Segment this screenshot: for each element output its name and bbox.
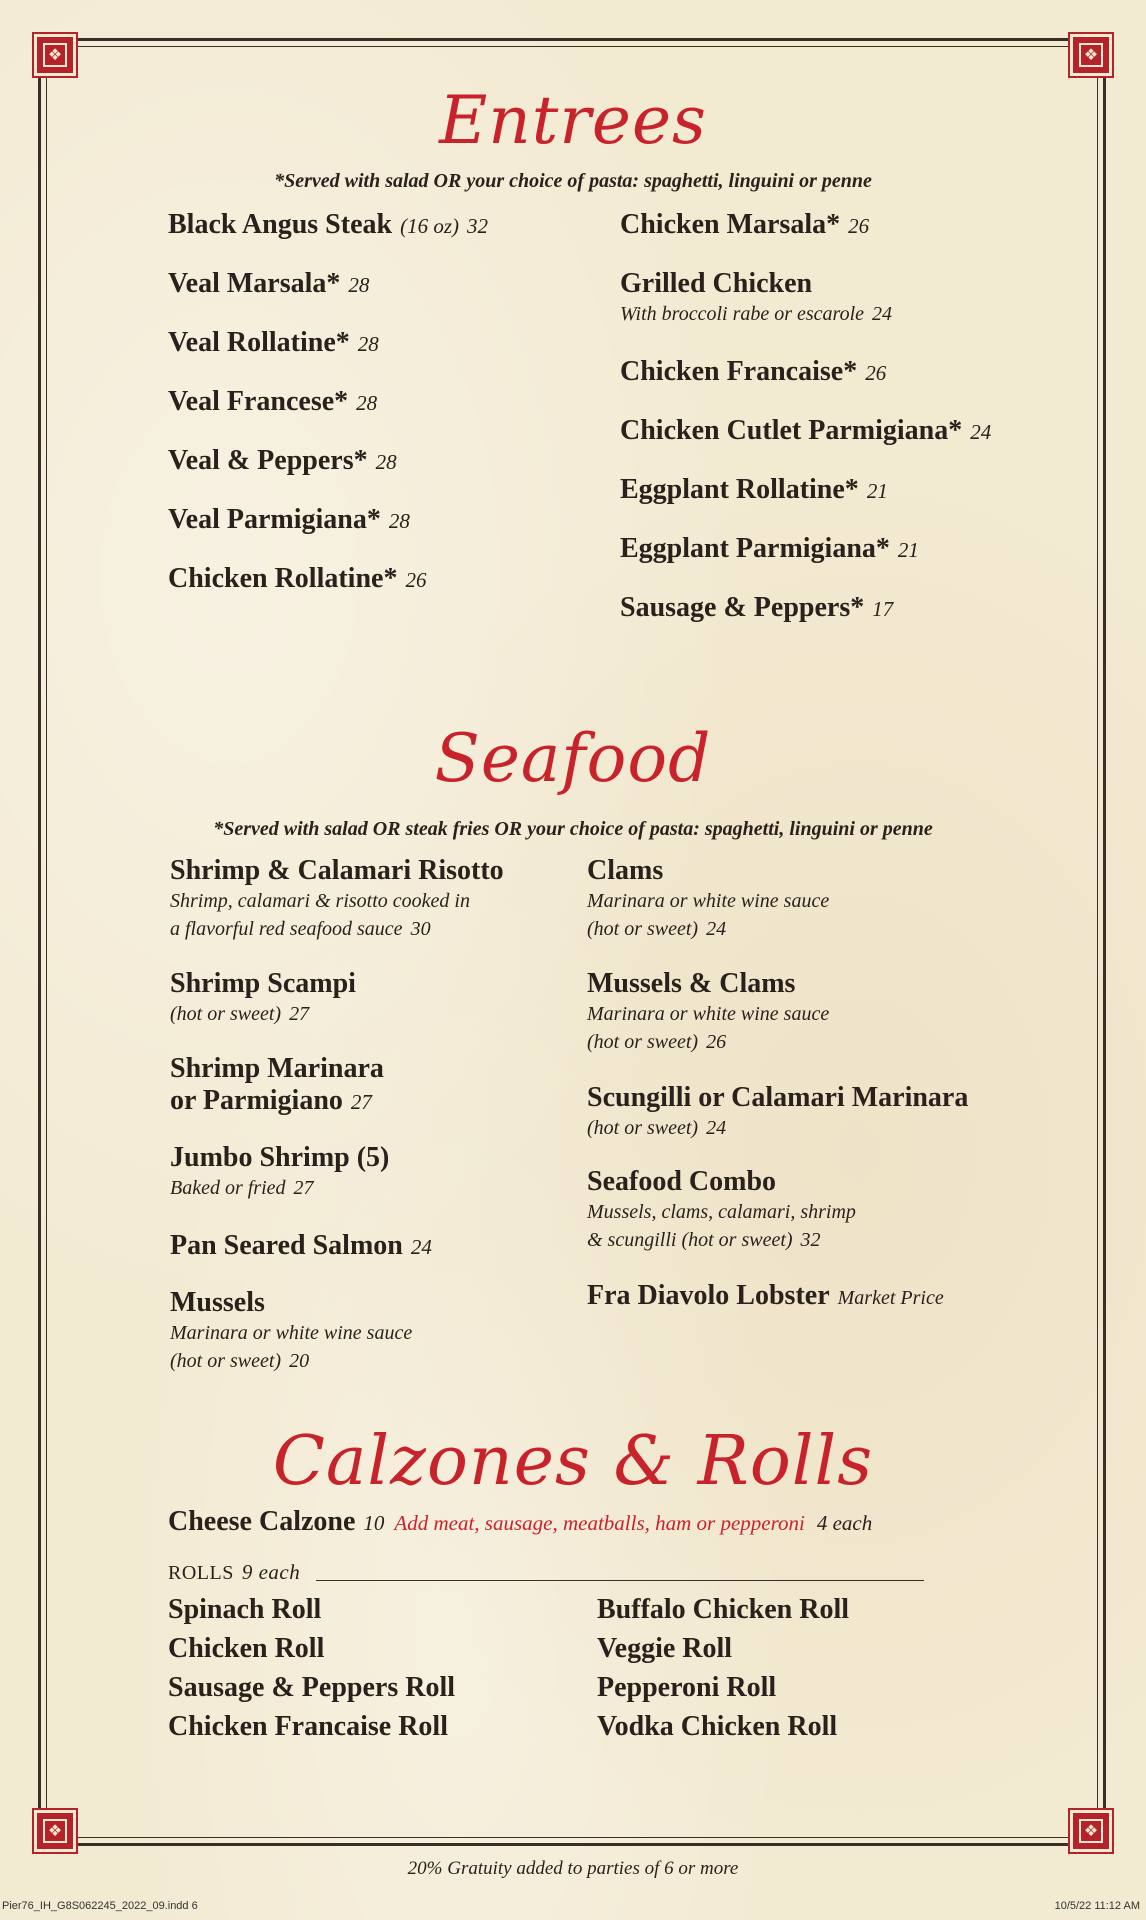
item-name: Mussels & Clams [587, 968, 796, 999]
item-name: Clams [587, 855, 664, 886]
calzone-addon: Add meat, sausage, meatballs, ham or pepperoni [394, 1511, 805, 1535]
item-name: Veal Marsala* [168, 268, 341, 299]
item-name: Black Angus Steak [168, 209, 393, 240]
menu-item [170, 1230, 432, 1262]
print-slug-left: Pier76_IH_G8S062245_2022_09.indd 6 [2, 1900, 198, 1912]
item-name: Veal Parmigiana* [168, 504, 381, 535]
roll-item: Sausage & Peppers Roll [168, 1672, 455, 1703]
item-price: 17 [872, 597, 894, 621]
item-name: Veal Francese* [168, 386, 349, 417]
item-name: Pan Seared Salmon [170, 1230, 403, 1261]
item-name: or Parmigiano [170, 1085, 343, 1116]
item-name: Mussels [170, 1287, 265, 1318]
item-name: Eggplant Rollatine* [620, 474, 859, 505]
corner-ornament-icon: ❖ [1070, 1810, 1112, 1852]
item-name: Chicken Marsala* [620, 209, 841, 240]
item-price: 24 [872, 303, 893, 325]
item-name: Shrimp Scampi [170, 968, 356, 999]
roll-item: Chicken Francaise Roll [168, 1711, 448, 1742]
entrees-note: *Served with salad OR your choice of pasta: spaghetti, linguini or penne [274, 170, 872, 192]
item-name: Jumbo Shrimp (5) [170, 1142, 390, 1173]
corner-ornament-icon: ❖ [34, 1810, 76, 1852]
rolls-header [168, 1560, 300, 1585]
gratuity-note: 20% Gratuity added to parties of 6 or more [407, 1858, 739, 1879]
item-price: 26 [706, 1031, 727, 1053]
menu-item [587, 855, 829, 943]
item-description: With broccoli rabe or escarole [620, 303, 865, 325]
item-name: Eggplant Parmigiana* [620, 533, 890, 564]
menu-item [168, 209, 488, 241]
item-price: 28 [375, 450, 397, 474]
section-title-seafood: Seafood [434, 720, 712, 797]
item-description: Marinara or white wine sauce [587, 890, 830, 912]
menu-item [620, 415, 991, 447]
calzone-addon-price: 4 each [816, 1511, 873, 1535]
item-price: 26 [848, 214, 870, 238]
item-name: Veal Rollatine* [168, 327, 350, 358]
item-name: Chicken Cutlet Parmigiana* [620, 415, 963, 446]
menu-item [587, 1082, 968, 1142]
print-slug-right: 10/5/22 11:12 AM [1054, 1900, 1140, 1912]
menu-item [168, 504, 410, 536]
item-description: Shrimp, calamari & risotto cooked in [170, 890, 470, 912]
seafood-note: *Served with salad OR steak fries OR your choice of pasta: spaghetti, linguini or penne [213, 818, 933, 840]
menu-item [620, 356, 886, 388]
item-price: 28 [356, 391, 378, 415]
item-description: (hot or sweet) [587, 1031, 699, 1053]
roll-item: Buffalo Chicken Roll [597, 1594, 850, 1625]
section-title-entrees: Entrees [439, 82, 707, 159]
item-name: Shrimp & Calamari Risotto [170, 855, 504, 886]
section-title-calzones-rolls: Calzones & Rolls [272, 1422, 874, 1501]
menu-item [168, 386, 377, 418]
menu-item [170, 855, 504, 943]
corner-ornament-icon: ❖ [34, 34, 76, 76]
item-price: 27 [293, 1177, 314, 1199]
item-name: Scungilli or Calamari Marinara [587, 1082, 969, 1113]
roll-item: Pepperoni Roll [597, 1672, 777, 1703]
item-description: Marinara or white wine sauce [587, 1003, 830, 1025]
rolls-label: ROLLS [168, 1562, 234, 1584]
item-price: 32 [800, 1229, 821, 1251]
item-price: 20 [289, 1350, 310, 1372]
item-price: 28 [348, 273, 370, 297]
menu-item [168, 563, 426, 595]
item-description: Baked or fried [170, 1177, 286, 1199]
item-price: 28 [357, 332, 379, 356]
menu-item [168, 445, 397, 477]
menu-item [620, 474, 888, 506]
menu-item [620, 592, 893, 624]
item-description: a flavorful red seafood sauce [170, 918, 403, 940]
item-description: (hot or sweet) [587, 1117, 699, 1139]
item-price: 24 [706, 1117, 727, 1139]
menu-item [170, 1287, 412, 1375]
item-price: 24 [706, 918, 727, 940]
item-price: 26 [865, 361, 887, 385]
item-price: 10 [363, 1511, 385, 1535]
item-price: 27 [350, 1090, 372, 1114]
item-price: 26 [405, 568, 427, 592]
item-name: Chicken Francaise* [620, 356, 858, 387]
item-name: Grilled Chicken [620, 268, 813, 299]
item-description: (hot or sweet) [587, 918, 699, 940]
menu-item [587, 1166, 856, 1254]
item-price: Market Price [837, 1287, 944, 1309]
item-description: (hot or sweet) [170, 1350, 282, 1372]
menu-item [170, 1053, 384, 1117]
menu-item [170, 968, 356, 1028]
item-size: (16 oz) [400, 214, 459, 238]
roll-item: Spinach Roll [168, 1594, 322, 1625]
item-price: 24 [970, 420, 992, 444]
menu-item [170, 1142, 389, 1202]
item-price: 21 [897, 538, 919, 562]
menu-item [587, 968, 829, 1056]
item-name: Veal & Peppers* [168, 445, 368, 476]
menu-item [620, 209, 869, 241]
roll-item: Vodka Chicken Roll [597, 1711, 838, 1742]
menu-item [620, 268, 892, 328]
item-name: Fra Diavolo Lobster [587, 1280, 830, 1311]
item-description: Mussels, clams, calamari, shrimp [587, 1201, 856, 1223]
item-description: & scungilli (hot or sweet) [587, 1229, 793, 1251]
item-name: Cheese Calzone [168, 1506, 356, 1537]
corner-ornament-icon: ❖ [1070, 34, 1112, 76]
item-price: 21 [866, 479, 888, 503]
item-name: Sausage & Peppers* [620, 592, 865, 623]
item-description: (hot or sweet) [170, 1003, 282, 1025]
item-price: 32 [467, 214, 488, 238]
menu-item [168, 268, 369, 300]
rolls-divider [316, 1580, 924, 1581]
roll-item: Chicken Roll [168, 1633, 325, 1664]
item-name: Shrimp Marinara [170, 1053, 384, 1084]
rolls-price: 9 each [241, 1560, 301, 1584]
menu-item [587, 1280, 944, 1312]
item-name: Chicken Rollatine* [168, 563, 398, 594]
roll-item: Veggie Roll [597, 1633, 733, 1664]
calzone-item [168, 1506, 872, 1538]
item-name: Seafood Combo [587, 1166, 777, 1197]
menu-item [168, 327, 379, 359]
item-price: 28 [388, 509, 410, 533]
item-description: Marinara or white wine sauce [170, 1322, 413, 1344]
item-price: 30 [410, 918, 431, 940]
item-price: 27 [289, 1003, 310, 1025]
item-price: 24 [410, 1235, 432, 1259]
menu-item [620, 533, 919, 565]
